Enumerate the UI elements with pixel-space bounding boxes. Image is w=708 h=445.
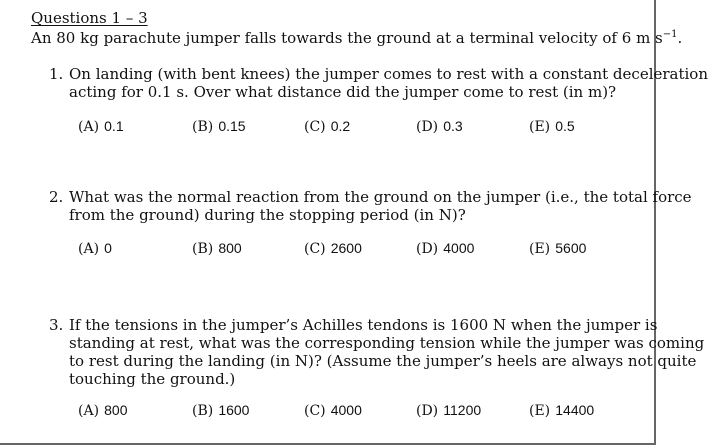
question-2-option-a[interactable]: [78, 238, 112, 257]
question-3-option-b[interactable]: [192, 400, 249, 419]
question-2-line-2: from the ground) during the stopping period (in N)?: [69, 206, 466, 224]
question-2-option-e[interactable]: [529, 238, 586, 257]
question-3-line-2: standing at rest, what was the corresponding tension while the jumper was coming: [69, 334, 705, 352]
option-value: 800: [104, 402, 128, 418]
option-label: (B): [192, 241, 214, 257]
question-2-line-1: What was the normal reaction from the ground on the jumper (i.e., the total force: [69, 188, 692, 206]
option-label: (D): [416, 403, 439, 419]
option-value: 4000: [443, 240, 475, 256]
questions-heading: Questions 1 – 3: [31, 9, 148, 27]
option-label: (E): [529, 241, 551, 257]
question-3-line-4: touching the ground.): [69, 370, 236, 388]
option-label: (A): [78, 241, 100, 257]
option-value: 4000: [330, 402, 362, 418]
question-1-option-c[interactable]: [304, 116, 350, 135]
intro-text: [31, 29, 682, 47]
option-label: (A): [78, 119, 100, 135]
option-label: (A): [78, 403, 100, 419]
question-1-line-1: On landing (with bent knees) the jumper comes to rest with a constant deceleration: [69, 65, 708, 83]
intro-exponent: −1: [662, 29, 678, 40]
option-label: (C): [304, 403, 326, 419]
intro-end: .: [677, 29, 683, 47]
option-label: (C): [304, 119, 326, 135]
option-label: (D): [416, 241, 439, 257]
question-2-option-c[interactable]: [304, 238, 362, 257]
option-value: 800: [218, 240, 242, 256]
question-3-number: 3.: [49, 316, 64, 334]
option-value: 0.5: [555, 118, 575, 134]
question-3-option-a[interactable]: [78, 400, 128, 419]
question-3-option-e[interactable]: [529, 400, 594, 419]
question-2-number: 2.: [49, 188, 64, 206]
question-3-line-3: to rest during the landing (in N)? (Assume the jumper’s heels are always not quite: [69, 352, 697, 370]
question-1-line-2: acting for 0.1 s. Over what distance did the jumper come to rest (in m)?: [69, 83, 617, 101]
option-value: 11200: [443, 402, 482, 418]
option-label: (D): [416, 119, 439, 135]
option-value: 5600: [555, 240, 587, 256]
option-value: 0.1: [104, 118, 124, 134]
option-value: 0: [104, 240, 112, 256]
question-1-option-e[interactable]: [529, 116, 575, 135]
option-label: (E): [529, 119, 551, 135]
option-value: 0.15: [218, 118, 246, 134]
question-2-option-d[interactable]: [416, 238, 474, 257]
option-value: 2600: [330, 240, 362, 256]
option-value: 1600: [218, 402, 250, 418]
option-value: 0.3: [443, 118, 463, 134]
option-value: 0.2: [330, 118, 351, 134]
question-3-option-c[interactable]: [304, 400, 362, 419]
question-1-option-d[interactable]: [416, 116, 463, 135]
question-1-option-a[interactable]: [78, 116, 124, 135]
question-3-option-d[interactable]: [416, 400, 481, 419]
question-1-option-b[interactable]: [192, 116, 246, 135]
question-3-line-1: If the tensions in the jumper’s Achilles tendons is 1600 N when the jumper is: [69, 316, 658, 334]
option-label: (E): [529, 403, 551, 419]
option-label: (B): [192, 403, 214, 419]
question-1-number: 1.: [49, 65, 64, 83]
question-2-option-b[interactable]: [192, 238, 242, 257]
option-value: 14400: [555, 402, 595, 418]
option-label: (B): [192, 119, 214, 135]
intro-main: An 80 kg parachute jumper falls towards the ground at a terminal velocity of 6 m s: [31, 29, 663, 47]
option-label: (C): [304, 241, 326, 257]
